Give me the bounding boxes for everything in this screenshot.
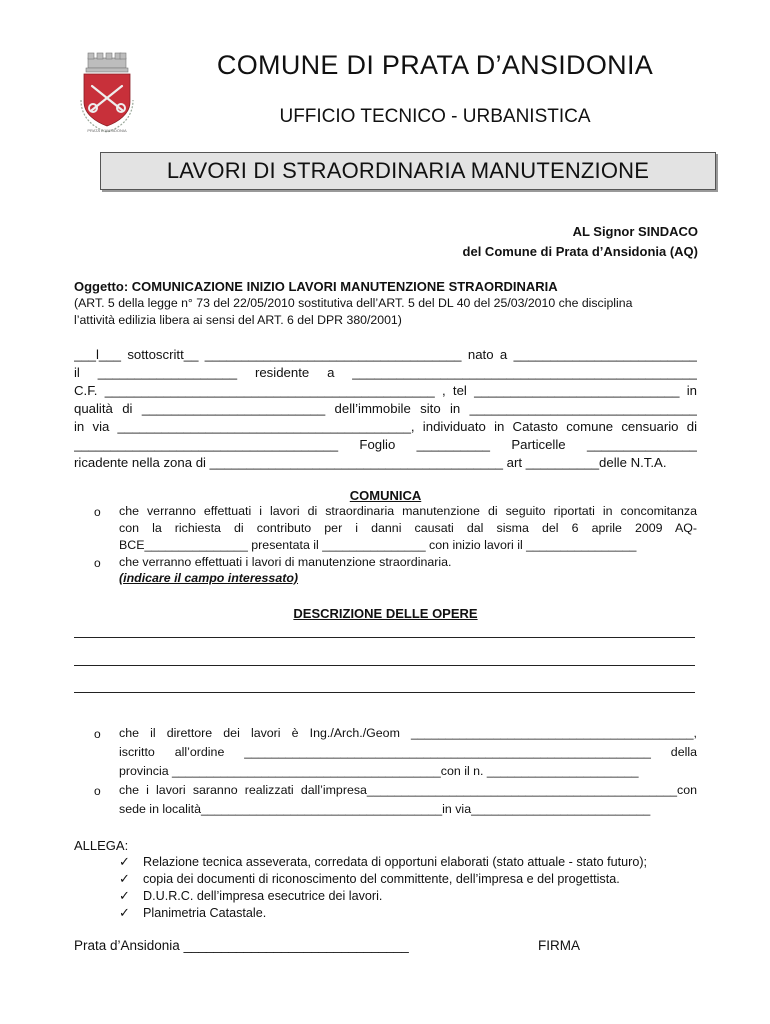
declarant-line[interactable]: in via ________________________________________, individuato in Catasto comune censuario di [74, 419, 697, 434]
comunica-item-1-line-1: che verranno effettuati i lavori di straordinaria manutenzione di seguito riportati in concomitanza [119, 504, 697, 518]
comunica-item-1-line-2: con la richiesta di contributo per i danni causati dal sisma del 6 aprile 2009 AQ- [119, 521, 697, 535]
declarant-line[interactable]: ____________________________________ Foglio __________ Particelle _______________ [74, 437, 697, 452]
attachment-item [119, 870, 647, 887]
bullet-icon: o [94, 784, 101, 798]
bullet-icon: o [94, 556, 101, 570]
declarant-line[interactable]: ricadente nella zona di ________________________________________ art __________delle N.T.A. [74, 455, 667, 470]
checkmark-icon: ✓ [119, 854, 130, 869]
declarant-line[interactable]: il ___________________ residente a _______________________________________________ [74, 365, 697, 380]
page-subtitle: UFFICIO TECNICO - URBANISTICA [279, 106, 591, 127]
place-date-field[interactable]: Prata d’Ansidonia ______________________________ [74, 938, 409, 953]
comunica-item-1-line-3[interactable]: BCE_______________ presentata il _______________ con inizio lavori il ________________ [119, 538, 637, 552]
subject-line-1: (ART. 5 della legge n° 73 del 22/05/2010 sostitutiva dell’ART. 5 del DL 40 del 25/03/2010 che disciplina [74, 296, 633, 310]
form-title-banner [100, 152, 716, 190]
direttore-line-1[interactable]: che il direttore dei lavori è Ing./Arch./Geom _________________________________________, [119, 726, 697, 740]
bullet-icon: o [94, 505, 101, 519]
description-line[interactable] [74, 692, 695, 693]
declarant-line[interactable]: ___l___ sottoscritt__ ___________________________________ nato a _________________________ [74, 347, 697, 362]
impresa-line-2[interactable]: sede in località___________________________________in via__________________________ [119, 802, 651, 816]
municipal-crest-logo [78, 52, 136, 134]
attachments-list [119, 853, 647, 921]
comunica-item-2-note: (indicare il campo interessato) [119, 571, 299, 585]
checkmark-icon: ✓ [119, 871, 130, 886]
signature-label: FIRMA [538, 938, 580, 953]
banner-text: LAVORI DI STRAORDINARIA MANUTENZIONE [166, 158, 650, 183]
impresa-line-1[interactable]: che i lavori saranno realizzati dall’impresa_____________________________________________con [119, 783, 697, 797]
direttore-line-2[interactable]: iscritto all’ordine ___________________________________________________________ della [119, 745, 697, 759]
description-line[interactable] [74, 637, 695, 638]
declarant-line[interactable]: C.F. _____________________________________________ , tel ____________________________ in [74, 383, 697, 398]
checkmark-icon: ✓ [119, 905, 130, 920]
subject-line-2: l’attività edilizia libera ai sensi del ART. 6 del DPR 380/2001) [74, 313, 402, 327]
allega-label: ALLEGA: [74, 838, 129, 853]
declarant-line[interactable]: qualità di _________________________ dell’immobile sito in _______________________________ [74, 401, 697, 416]
recipient-line-1: AL Signor SINDACO [572, 224, 698, 239]
page-title: COMUNE DI PRATA D’ANSIDONIA [216, 50, 654, 80]
recipient-line-2: del Comune di Prata d’Ansidonia (AQ) [462, 244, 698, 259]
attachment-label: D.U.R.C. dell’impresa esecutrice dei lavori. [143, 889, 383, 903]
subject-title: Oggetto: COMUNICAZIONE INIZIO LAVORI MANUTENZIONE STRAORDINARIA [74, 279, 558, 294]
attachment-item [119, 904, 647, 921]
direttore-line-3[interactable]: provincia _______________________________________con il n. ______________________ [119, 764, 639, 778]
attachment-item [119, 853, 647, 870]
descrizione-heading: DESCRIZIONE DELLE OPERE [293, 606, 478, 621]
attachment-item [119, 887, 647, 904]
attachment-label: Planimetria Catastale. [143, 906, 267, 920]
comunica-heading: COMUNICA [349, 488, 422, 503]
attachment-label: Relazione tecnica asseverata, corredata di opportuni elaborati (stato attuale - stato futuro); [143, 855, 648, 869]
bullet-icon: o [94, 727, 101, 741]
attachment-label: copia dei documenti di riconoscimento del committente, dell’impresa e del progettista. [143, 872, 620, 886]
checkmark-icon: ✓ [119, 888, 130, 903]
description-line[interactable] [74, 665, 695, 666]
comunica-item-2: che verranno effettuati i lavori di manutenzione straordinaria. [119, 555, 452, 569]
crest-caption: PRATA D'ANSIDONIA [87, 128, 127, 133]
